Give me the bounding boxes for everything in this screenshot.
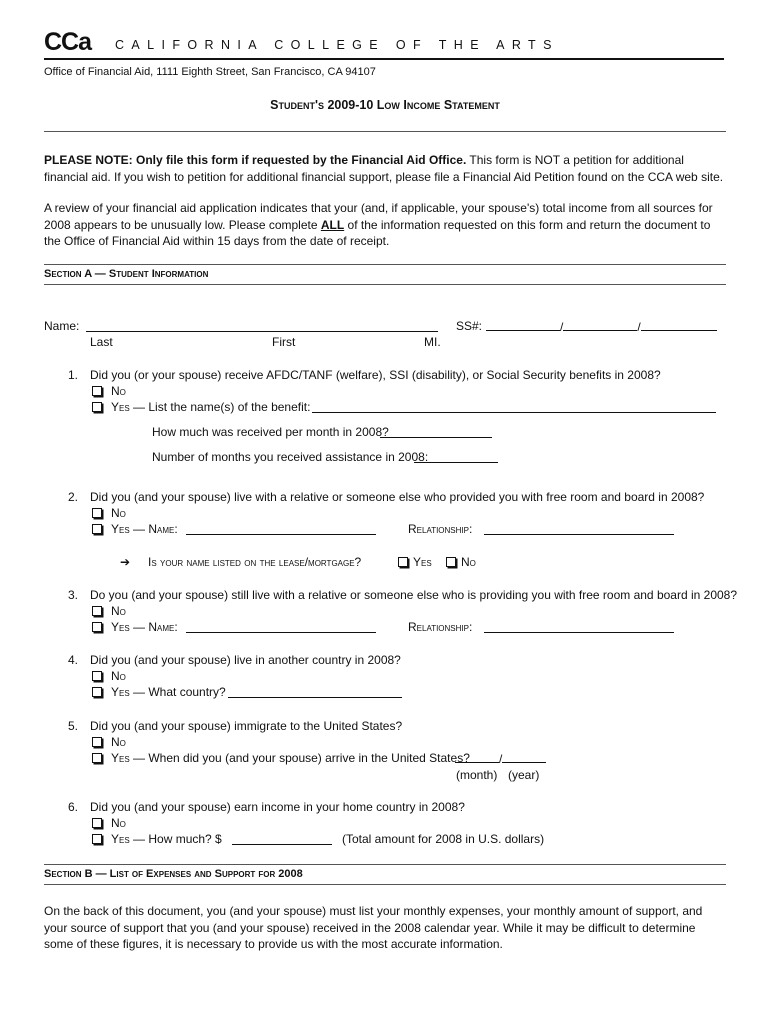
q2-relationship-field[interactable] [484, 523, 674, 535]
checkbox-icon[interactable] [92, 524, 102, 534]
review-start: A review of your financial aid application indicates that your (and, if applicable, your spouse's) total income from all sources for 2008 appears to be unusually low. Please complete [44, 201, 713, 232]
q1-number: 1. [68, 368, 79, 382]
name-label: Name: [44, 319, 80, 333]
cca-logo: CCa [44, 28, 92, 56]
divider [44, 264, 726, 265]
q2-yes-option[interactable]: Yes — Name: [92, 522, 178, 536]
q3-relationship-field[interactable] [484, 621, 674, 633]
review-all: ALL [320, 217, 345, 232]
q5-number: 5. [68, 719, 79, 733]
first-caption: First [272, 335, 296, 349]
q6-number: 6. [68, 800, 79, 814]
q2-number: 2. [68, 490, 79, 504]
q5-yes-option[interactable]: Yes — When did you (and your spouse) arrive in the United States? [92, 751, 470, 765]
q1-sub1: How much was received per month in 2008? [152, 425, 389, 439]
divider [44, 864, 726, 865]
office-address: Office of Financial Aid, 1111 Eighth Street, San Francisco, CA 94107 [44, 66, 376, 78]
note-rest: This form is NOT a petition for additional financial aid. If you wish to petition for additional financial support, please file a Financial Aid Petition found on the CCA web site. [44, 153, 724, 184]
q2-text: Did you (and your spouse) live with a relative or someone else who provided you with free room and board in 2008? [90, 490, 705, 504]
checkbox-icon[interactable] [92, 622, 102, 632]
q4-yes-option[interactable]: Yes — What country? [92, 685, 226, 699]
note-bold: PLEASE NOTE: Only file this form if requested by the Financial Aid Office. [44, 153, 467, 167]
form-title: Student's 2009-10 Low Income Statement [270, 98, 500, 112]
q3-relationship-label: Relationship: [408, 620, 473, 634]
q1-benefit-field[interactable] [312, 401, 716, 413]
checkbox-icon[interactable] [398, 557, 408, 567]
q4-number: 4. [68, 653, 79, 667]
q5-date-field[interactable]: / [455, 751, 546, 766]
divider [44, 131, 726, 132]
q1-sub2: Number of months you received assistance in 2008: [152, 450, 429, 464]
arrow-icon: ➔ [120, 555, 131, 569]
section-b-heading: Section B — List of Expenses and Support for 2008 [44, 868, 303, 880]
q4-country-field[interactable] [228, 686, 402, 698]
q2-name-field[interactable] [186, 523, 376, 535]
checkbox-icon[interactable] [92, 753, 102, 763]
q1-no-option[interactable]: No [92, 384, 126, 398]
q3-yes-option[interactable]: Yes — Name: [92, 620, 178, 634]
q3-text: Do you (and your spouse) still live with a relative or someone else who is providing you with free room and board in 2008? [90, 588, 738, 602]
checkbox-icon[interactable] [92, 671, 102, 681]
year-caption: (year) [508, 768, 540, 782]
section-a-heading: Section A — Student Information [44, 268, 209, 280]
review-end: of the information requested on this form and return the document to the Office of Financial Aid within 15 days from the date of receipt. [44, 217, 711, 248]
q2-relationship-label: Relationship: [408, 522, 473, 536]
q1-text: Did you (or your spouse) receive AFDC/TANF (welfare), SSI (disability), or Social Security benefits in 2008? [90, 368, 661, 382]
q6-total-note: (Total amount for 2008 in U.S. dollars) [342, 832, 545, 846]
q6-amount-field[interactable] [232, 833, 332, 845]
q6-yes-option[interactable]: Yes — How much? $ [92, 832, 222, 846]
checkbox-icon[interactable] [92, 818, 102, 828]
checkbox-icon[interactable] [92, 508, 102, 518]
ss-label: SS#: [456, 319, 483, 333]
q5-no-option[interactable]: No [92, 735, 126, 749]
divider [44, 284, 726, 285]
q4-no-option[interactable]: No [92, 669, 126, 683]
checkbox-icon[interactable] [92, 834, 102, 844]
q2-no-option[interactable]: No [92, 506, 126, 520]
q6-no-option[interactable]: No [92, 816, 126, 830]
last-caption: Last [90, 335, 113, 349]
checkbox-icon[interactable] [92, 606, 102, 616]
q1-yes-option[interactable]: Yes — List the name(s) of the benefit: [92, 400, 310, 414]
mi-caption: MI. [424, 335, 441, 349]
q1-months-field[interactable] [414, 451, 498, 463]
month-caption: (month) [456, 768, 498, 782]
header-rule [44, 58, 724, 60]
name-field[interactable] [86, 320, 438, 332]
note-paragraph [44, 152, 724, 185]
section-b-text: On the back of this document, you (and your spouse) must list your monthly expenses, your monthly amount of support, and your source of support that you (and your spouse) received in the 2008 calendar year. While it may be difficult to determine some of these figures, it is necessary to provide us with the most accurate information. [44, 904, 703, 951]
q4-text: Did you (and your spouse) live in another country in 2008? [90, 653, 401, 667]
q6-text: Did you (and your spouse) earn income in your home country in 2008? [90, 800, 465, 814]
checkbox-icon[interactable] [92, 402, 102, 412]
q5-text: Did you (and your spouse) immigrate to the United States? [90, 719, 403, 733]
lease-no-option[interactable]: No [446, 555, 476, 569]
q1-amount-field[interactable] [380, 426, 492, 438]
divider [44, 884, 726, 885]
checkbox-icon[interactable] [92, 386, 102, 396]
checkbox-icon[interactable] [92, 737, 102, 747]
q2-lease-question: Is your name listed on the lease/mortgage? [148, 555, 362, 569]
ss-field[interactable]: / / [486, 319, 717, 334]
college-name: CALIFORNIA COLLEGE OF THE ARTS [115, 38, 559, 52]
lease-yes-option[interactable]: Yes [398, 555, 432, 569]
checkbox-icon[interactable] [446, 557, 456, 567]
q3-name-field[interactable] [186, 621, 376, 633]
review-paragraph [44, 200, 724, 250]
checkbox-icon[interactable] [92, 687, 102, 697]
q3-no-option[interactable]: No [92, 604, 126, 618]
q3-number: 3. [68, 588, 79, 602]
